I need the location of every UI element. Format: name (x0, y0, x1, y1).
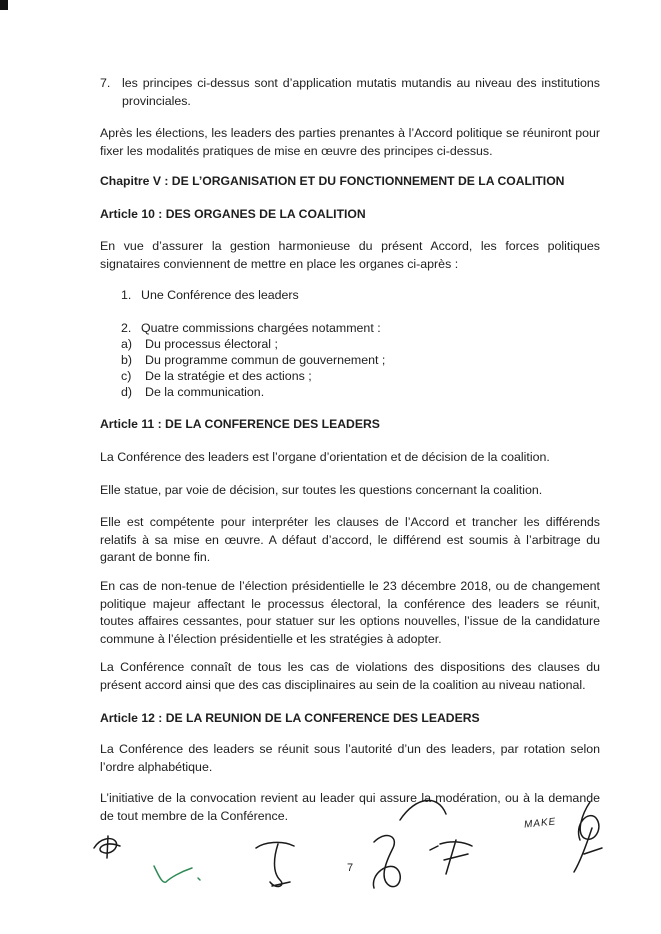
article-10-heading: Article 10 : DES ORGANES DE LA COALITION (100, 207, 366, 221)
signature-mark-3 (360, 790, 480, 900)
article-10-intro: En vue d’assurer la gestion harmonieuse du présent Accord, les forces politiques signataires conviennent de mettre en place les organes ci-après : (100, 239, 600, 271)
list-number-1: 1. (121, 288, 132, 302)
list-item-1-text: Une Conférence des leaders (141, 288, 299, 302)
article-12-heading: Article 12 : DE LA REUNION DE LA CONFERENCE DES LEADERS (100, 711, 480, 725)
article-11-paragraph-2: Elle statue, par voie de décision, sur toutes les questions concernant la coalition. (100, 483, 543, 497)
signature-mark-2 (250, 836, 300, 896)
article-12-paragraph-2: L’initiative de la convocation revient au leader qui assure la modération, ou à la demande de tout membre de la Conférence. (100, 791, 600, 823)
chapter-v-heading: Chapitre V : DE L’ORGANISATION ET DU FONCTIONNEMENT DE LA COALITION (100, 174, 565, 188)
list-number-2: 2. (121, 321, 132, 335)
article-11-paragraph-4: En cas de non-tenue de l’élection présidentielle le 23 décembre 2018, ou de changement politique majeur affectant le processus électoral, la conférence des leaders se réunit, toutes affaires cessantes, pour statuer sur les options nouvelles, l’issue de la candidature commune à l’élection présidentielle et les stratégies à adopter. (100, 579, 600, 646)
list-item-2-text: Quatre commissions chargées notamment : (141, 321, 381, 335)
page-number: 7 (347, 862, 354, 874)
signature-mark-1 (90, 832, 130, 862)
sublist-letter-c: c) (121, 369, 132, 383)
article-11-paragraph-3: Elle est compétente pour interpréter les clauses de l’Accord et trancher les différends relatifs à sa mise en œuvre. A défaut d’accord, le différend est soumis à l’arbitrage du garant de bonne fin. (100, 515, 600, 564)
sublist-letter-d: d) (121, 385, 133, 399)
sublist-item-d-text: De la communication. (145, 385, 265, 399)
signature-mark-4 (566, 798, 616, 878)
sublist-letter-a: a) (121, 337, 133, 351)
list-number-7: 7. (100, 76, 111, 90)
article-11-paragraph-1: La Conférence des leaders est l’organe d’orientation et de décision de la coalition. (100, 450, 550, 464)
sublist-item-b-text: Du programme commun de gouvernement ; (145, 353, 386, 367)
paragraph-after-elections: Après les élections, les leaders des parties prenantes à l’Accord politique se réuniront pour fixer les modalités pratiques de mise en œuvre des principes ci-dessus. (100, 126, 600, 158)
sublist-letter-b: b) (121, 353, 133, 367)
signature-mark-green (150, 852, 210, 892)
signature-initials: MAKE (523, 816, 557, 831)
sublist-item-a-text: Du processus électoral ; (145, 337, 278, 351)
article-11-paragraph-5: La Conférence connaît de tous les cas de violations des dispositions des clauses du présent accord ainsi que des cas disciplinaires au sein de la coalition au niveau national. (100, 660, 600, 692)
article-11-heading: Article 11 : DE LA CONFERENCE DES LEADERS (100, 417, 380, 431)
sublist-item-c-text: De la stratégie et des actions ; (145, 369, 312, 383)
article-12-paragraph-1: La Conférence des leaders se réunit sous l’autorité d’un des leaders, par rotation selon l’ordre alphabétique. (100, 742, 600, 774)
list-item-7-text: les principes ci-dessus sont d’application mutatis mutandis au niveau des institutions provinciales. (122, 76, 600, 108)
